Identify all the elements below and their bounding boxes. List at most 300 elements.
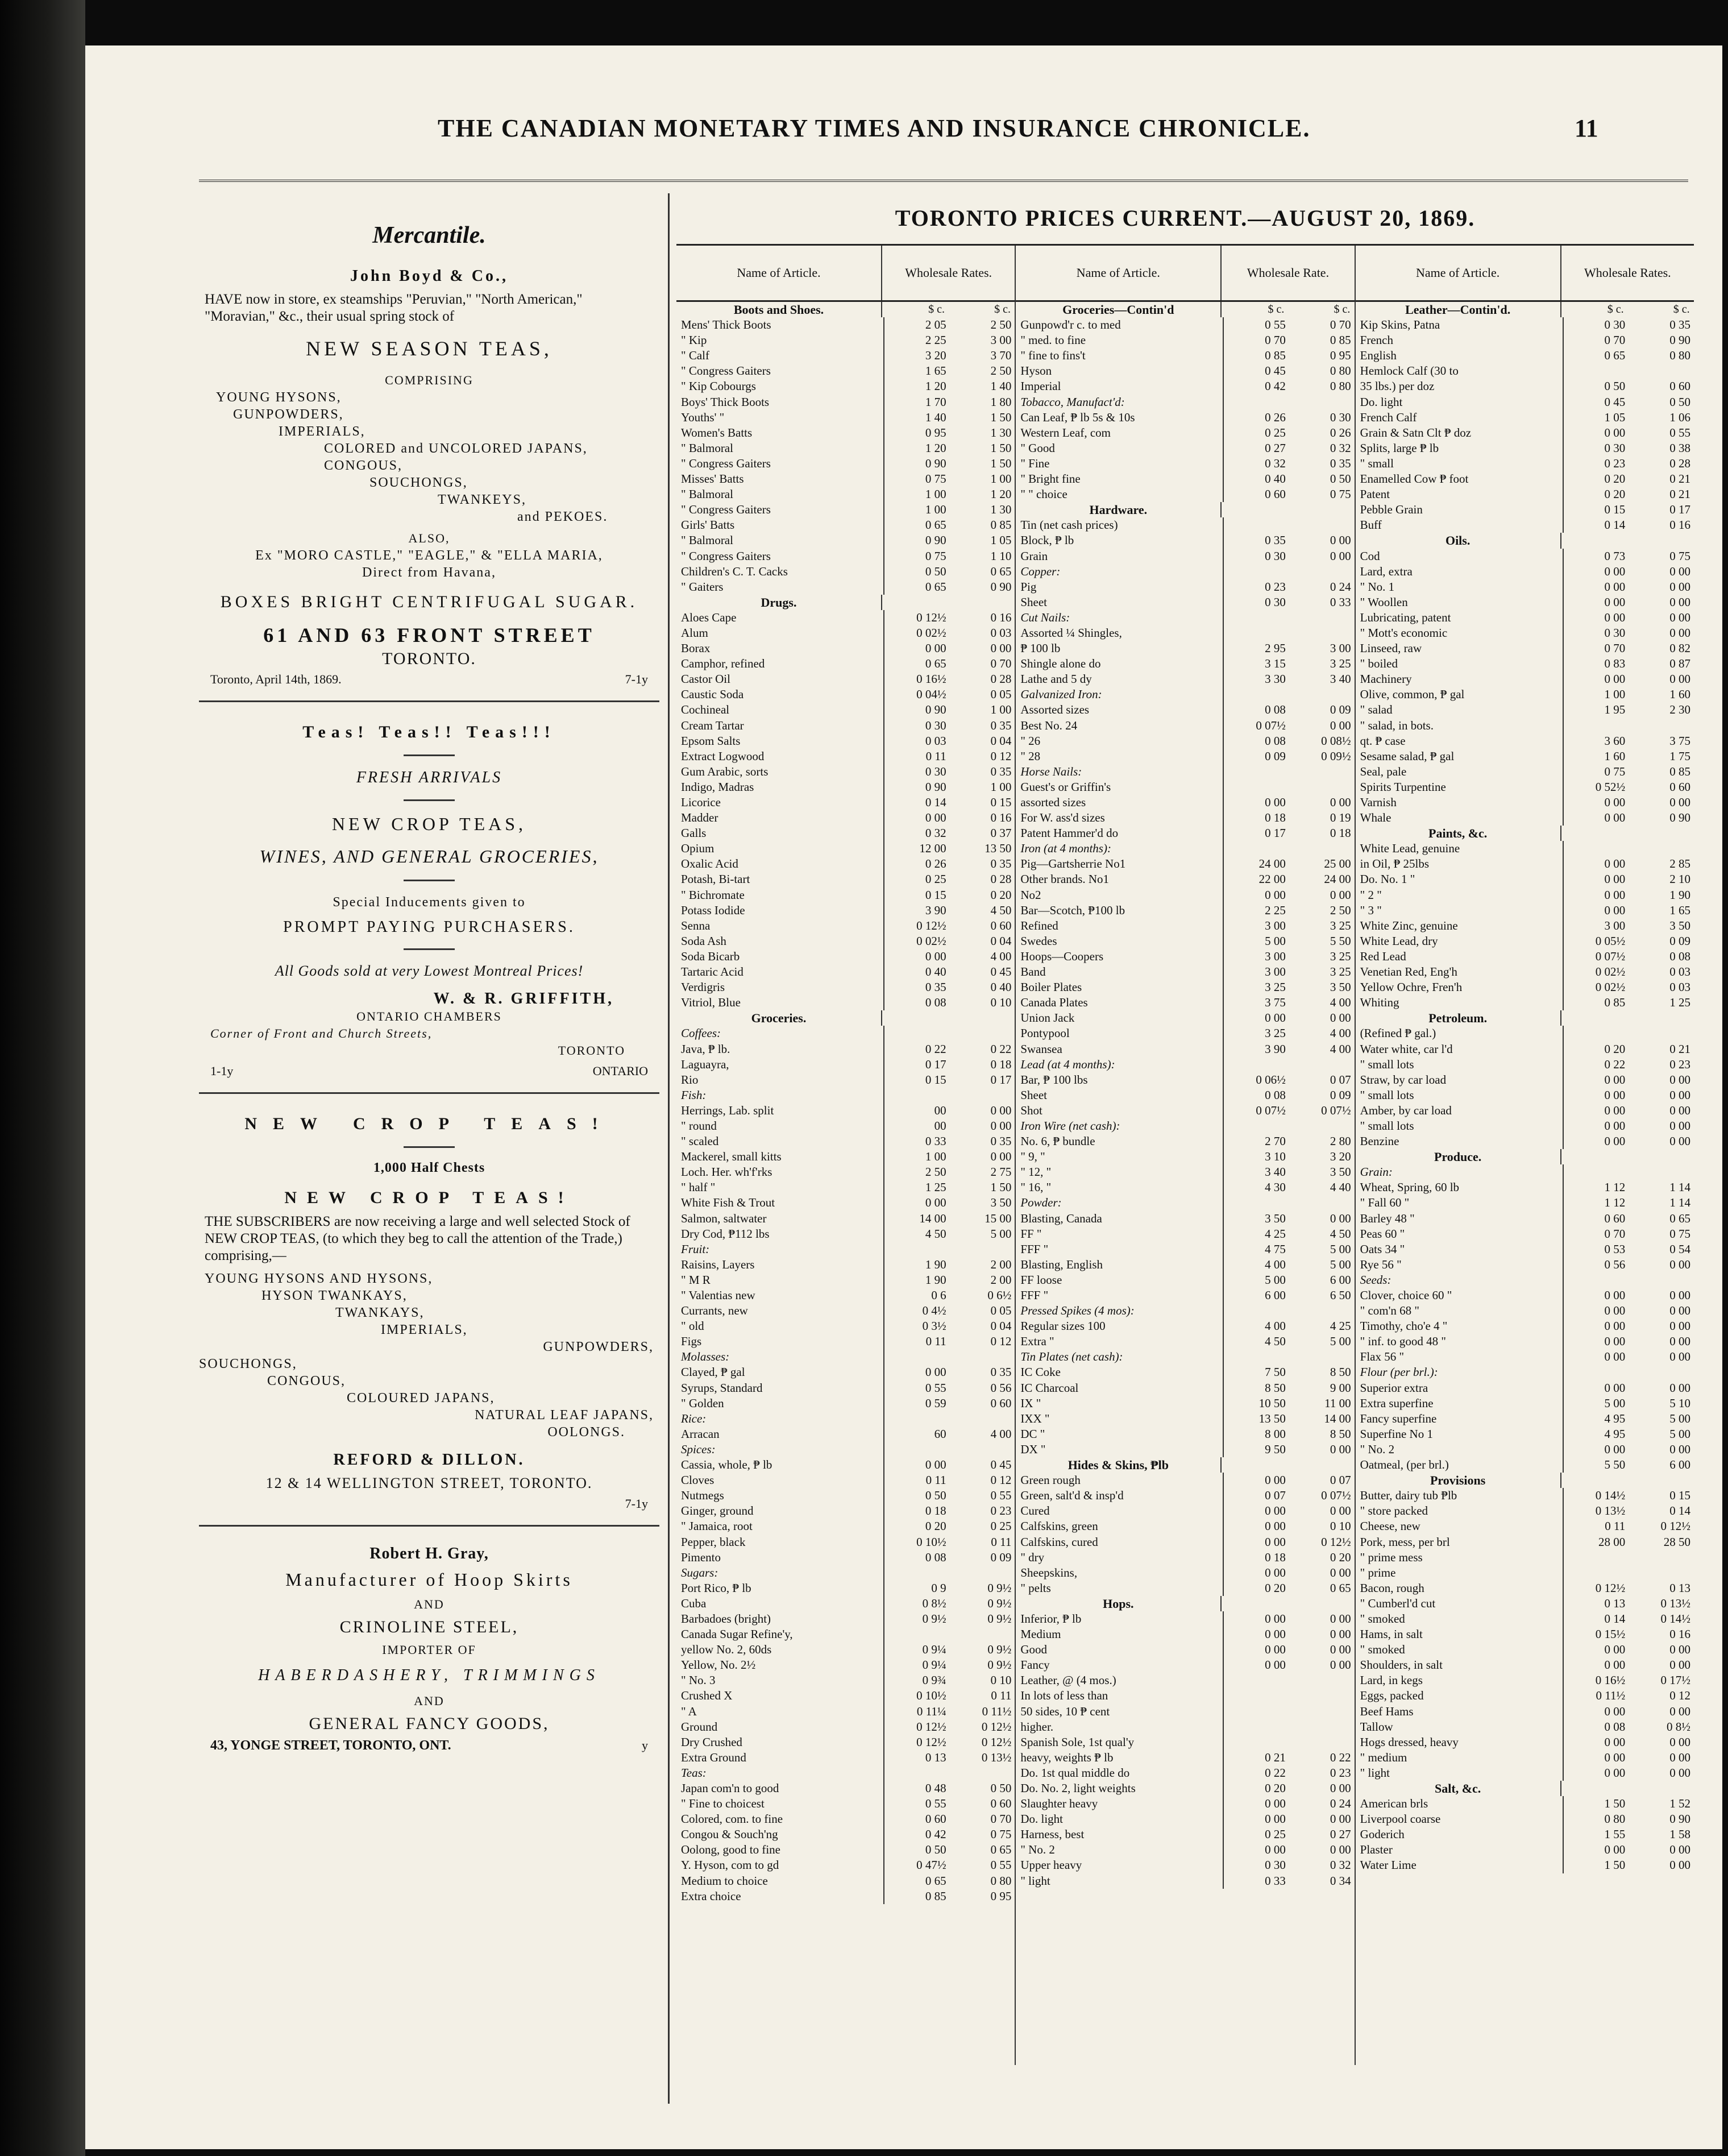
rate-high: 0 85	[1669, 764, 1690, 778]
rate-high: 0 60	[990, 1396, 1012, 1410]
article-name: Sesame salad, ₱ gal	[1356, 749, 1564, 764]
article-name: " A	[676, 1704, 884, 1719]
article-name: Fish:	[676, 1088, 884, 1103]
rate-low	[1564, 1272, 1629, 1288]
rate-high: 0 65	[990, 1843, 1012, 1857]
article-name: Galls	[676, 826, 884, 841]
price-row	[1016, 1257, 1354, 1272]
rate-high: 0 00	[1669, 564, 1690, 578]
ad-item: GUNPOWDERS,	[543, 1340, 654, 1354]
price-row	[1356, 456, 1694, 471]
article-name: Kip Skins, Patna	[1356, 317, 1564, 333]
article-name: Plaster	[1356, 1842, 1564, 1858]
ad-item: OOLONGS.	[547, 1425, 625, 1440]
price-row	[676, 1457, 1015, 1473]
article-name: " Congress Gaiters	[676, 549, 884, 564]
article-name: Madder	[676, 810, 884, 826]
article-name: Buff	[1356, 517, 1564, 533]
rate-high: 1 30	[990, 425, 1012, 440]
rate-low: 0 14	[1604, 1611, 1626, 1626]
rate-high: 0 12½	[981, 1719, 1012, 1734]
price-row	[1356, 1072, 1694, 1088]
rate-low: 0 00	[1604, 811, 1626, 825]
article-name: Boys' Thick Boots	[676, 395, 884, 410]
rate-low: 0 07½	[1256, 1103, 1286, 1117]
article-name: Salmon, saltwater	[676, 1211, 884, 1226]
article-name: Pig	[1016, 579, 1224, 595]
article-name: Horse Nails:	[1016, 764, 1224, 780]
rate-high: 3 50	[1669, 918, 1690, 932]
article-name: " medium	[1356, 1750, 1564, 1765]
article-name: Japan com'n to good	[676, 1781, 884, 1796]
rate-low: 0 23	[1604, 456, 1626, 470]
price-row	[1016, 1503, 1354, 1519]
rate-high: 8 50	[1330, 1427, 1351, 1441]
rate-high: 0 11½	[982, 1704, 1012, 1718]
price-row	[1016, 749, 1354, 764]
article-name: " 28	[1016, 749, 1224, 764]
price-row	[676, 1796, 1015, 1811]
price-row	[1016, 1072, 1354, 1088]
rate-low: 1 20	[925, 441, 946, 455]
article-name: " Balmoral	[676, 533, 884, 548]
price-row	[676, 1257, 1015, 1272]
article-name: Grain:	[1356, 1164, 1564, 1180]
price-row	[1356, 1858, 1694, 1873]
article-name: Machinery	[1356, 671, 1564, 687]
rate-high: 0 09½	[1321, 749, 1351, 763]
rate-low: 0 11½	[1596, 1689, 1626, 1703]
article-name: " 12, "	[1016, 1164, 1224, 1180]
price-row	[1016, 1134, 1354, 1149]
price-row	[1356, 1149, 1694, 1164]
price-row	[676, 718, 1015, 733]
rate-low: 3 90	[925, 903, 946, 917]
article-name: Lard, in kegs	[1356, 1673, 1564, 1688]
rate-high: 0 37	[990, 826, 1012, 840]
price-row	[1016, 795, 1354, 810]
ad-address: 43, YONGE STREET, TORONTO, ONT.	[210, 1738, 451, 1753]
article-name: Women's Batts	[676, 425, 884, 441]
article-name: " salad, in bots.	[1356, 718, 1564, 733]
article-name: Licorice	[676, 795, 884, 810]
rate-high: 2 50	[990, 318, 1012, 332]
rate-high: 0 10	[990, 996, 1012, 1010]
rate-high	[1289, 687, 1355, 702]
col-name-header: Name of Article.	[676, 246, 882, 300]
rate-high: 0 11	[991, 1689, 1012, 1703]
price-row	[676, 1195, 1015, 1210]
ad-item: NATURAL LEAF JAPANS,	[475, 1408, 654, 1423]
rate-high: 1 65	[1669, 903, 1690, 917]
price-row	[1356, 1688, 1694, 1703]
rate-low: 5 00	[1265, 934, 1286, 948]
rate-high: 0 28	[990, 672, 1012, 686]
ad-text: COMPRISING	[385, 373, 473, 387]
article-name: White Fish & Trout	[676, 1195, 884, 1210]
rate-low: 1 00	[925, 1150, 946, 1164]
rate-high: 0 9½	[987, 1596, 1012, 1610]
rate-high: 3 25	[1330, 965, 1351, 979]
rate-high: 2 80	[1330, 1134, 1351, 1149]
rate-low	[1224, 1735, 1289, 1750]
rate-high: 0 45	[990, 1458, 1012, 1472]
article-name: Cochineal	[676, 702, 884, 718]
article-name: French Calf	[1356, 410, 1564, 425]
article-name: " 16, "	[1016, 1180, 1224, 1195]
price-row	[676, 1811, 1015, 1827]
price-row	[1016, 441, 1354, 456]
rate-high: 0 65	[990, 564, 1012, 578]
article-name: " 3 "	[1356, 903, 1564, 918]
ad-footer	[199, 672, 659, 687]
price-row	[1016, 1811, 1354, 1827]
article-name: Flour (per brl.):	[1356, 1365, 1564, 1380]
price-row	[1016, 1010, 1354, 1026]
article-name: Green rough	[1016, 1473, 1224, 1488]
rate-high: 3 50	[990, 1196, 1012, 1210]
price-row	[1356, 1719, 1694, 1735]
rate-low: 0 9	[931, 1581, 946, 1595]
rate-high	[1629, 1164, 1694, 1180]
price-row	[676, 1103, 1015, 1118]
rate-high: 3 75	[1669, 733, 1690, 748]
price-row	[676, 317, 1015, 333]
price-row	[1016, 425, 1354, 441]
price-row	[1356, 1442, 1694, 1457]
article-name: Fancy superfine	[1356, 1411, 1564, 1427]
ad-text: HABERDASHERY, TRIMMINGS	[258, 1666, 600, 1684]
rate-low: 0 00	[1604, 1334, 1626, 1349]
ad-item: COLOURED JAPANS,	[347, 1391, 495, 1405]
article-name: Refined	[1016, 918, 1224, 934]
article-name: Patent	[1356, 487, 1564, 502]
rate-low: 13 50	[1258, 1411, 1286, 1425]
price-row	[1016, 549, 1354, 564]
article-name: Clayed, ₱ gal	[676, 1365, 884, 1380]
rate-high: 1 20	[990, 487, 1012, 501]
rate-high: 0 13½	[981, 1750, 1012, 1764]
article-name: Paints, &c.	[1356, 826, 1561, 841]
rate-high: 1 80	[990, 395, 1012, 409]
rate-low: 0 00	[1604, 425, 1626, 440]
article-name: Leather—Contin'd.	[1356, 302, 1561, 317]
rate-low: 0 12½	[1595, 1581, 1626, 1595]
price-row	[676, 1842, 1015, 1858]
rate-high: 5 50	[1330, 934, 1351, 948]
price-row	[676, 641, 1015, 656]
rate-high: 24 00	[1324, 872, 1351, 886]
rate-high: 0 87	[1669, 657, 1690, 671]
rate-high: 0 00	[1669, 795, 1690, 809]
price-row	[1356, 1026, 1694, 1041]
rate-low: 0 59	[925, 1396, 946, 1410]
price-row	[1356, 1488, 1694, 1503]
rate-high: 2 00	[990, 1257, 1012, 1271]
price-row	[676, 1072, 1015, 1088]
rate-low: 6 00	[1265, 1288, 1286, 1302]
article-name: Hardware.	[1016, 502, 1222, 517]
rate-high: 0 07	[1330, 1072, 1351, 1087]
article-name: Ground	[676, 1719, 884, 1735]
price-row	[1356, 1088, 1694, 1103]
rate-low: 0 13½	[1595, 1504, 1626, 1518]
article-name: Laguayra,	[676, 1057, 884, 1072]
rate-low: 0 00	[1604, 1843, 1626, 1857]
rate-low: 0 05½	[1595, 934, 1626, 948]
price-row	[676, 1611, 1015, 1627]
rate-high: 0 16	[990, 811, 1012, 825]
rate-low: 0 35	[1265, 533, 1286, 548]
rate-high: 1 90	[1669, 888, 1690, 902]
rate-low: 0 90	[925, 456, 946, 470]
rate-high: 0 70	[1330, 318, 1351, 332]
price-row	[676, 487, 1015, 502]
rate-low: 0 08	[1265, 1088, 1286, 1102]
rate-low	[1224, 395, 1289, 410]
ad-text: CRINOLINE STEEL,	[339, 1618, 519, 1636]
ad-john-boyd	[199, 249, 659, 702]
article-name: Mackerel, small kitts	[676, 1149, 884, 1164]
rate-high: 0 00	[1669, 1858, 1690, 1872]
price-row	[676, 395, 1015, 410]
rate-low: 0 08	[1265, 703, 1286, 717]
rate-low: 1 50	[1604, 1858, 1626, 1872]
article-name: Can Leaf, ₱ lb 5s & 10s	[1016, 410, 1224, 425]
rate-high	[950, 1349, 1015, 1365]
rate-low	[1224, 517, 1289, 533]
article-name: Sheet	[1016, 595, 1224, 610]
rate-low	[1224, 1303, 1289, 1319]
rate-low: $ c.	[1268, 303, 1285, 316]
article-name: " Fine	[1016, 456, 1224, 471]
rate-high: 4 50	[990, 903, 1012, 917]
article-name: Good	[1016, 1642, 1224, 1657]
rate-low: 0 80	[1604, 1812, 1626, 1826]
price-row	[676, 764, 1015, 780]
article-name: Oats 34 "	[1356, 1242, 1564, 1257]
rate-high: 0 09	[1330, 1088, 1351, 1102]
price-row	[1356, 302, 1694, 317]
price-row	[676, 1211, 1015, 1226]
rate-high: 6 00	[1330, 1272, 1351, 1287]
rate-low: 0 00	[1604, 579, 1626, 594]
ad-item: and PEKOES.	[517, 509, 608, 524]
rate-high: 0 00	[1669, 1118, 1690, 1133]
ad-firm-name: REFORD & DILLON.	[333, 1451, 525, 1469]
rate-high	[1627, 1010, 1693, 1026]
rate-high: 0 60	[1669, 379, 1690, 393]
rate-high	[1629, 1550, 1694, 1565]
rate-low: 0 20	[1604, 487, 1626, 501]
article-name: Verdigris	[676, 980, 884, 995]
rate-low: 5 50	[1604, 1458, 1626, 1472]
price-row	[676, 1288, 1015, 1303]
rate-high: 1 14	[1669, 1180, 1690, 1195]
price-row	[1356, 579, 1694, 595]
rate-low: 0 15	[1604, 503, 1626, 517]
price-row	[676, 1057, 1015, 1072]
rate-high	[1287, 502, 1353, 517]
rate-high: 0 00	[1330, 888, 1351, 902]
price-row	[676, 1765, 1015, 1781]
article-name: Coffees:	[676, 1026, 884, 1041]
price-row	[1016, 1657, 1354, 1673]
price-row	[1356, 1226, 1694, 1242]
rate-high: 6 00	[1669, 1458, 1690, 1472]
rate-high: 0 80	[990, 1873, 1012, 1888]
article-name: " pelts	[1016, 1581, 1224, 1596]
article-name: Do. No. 2, light weights	[1016, 1781, 1224, 1796]
article-name: Aloes Cape	[676, 610, 884, 625]
rate-high	[1289, 1673, 1355, 1688]
price-row	[1356, 1796, 1694, 1811]
rate-high: 1 05	[990, 533, 1012, 548]
rate-high: 0 00	[1669, 1442, 1690, 1456]
article-name: Spanish Sole, 1st qual'y	[1016, 1735, 1224, 1750]
price-row	[1016, 317, 1354, 333]
rate-low	[1224, 1673, 1289, 1688]
price-row	[1016, 1688, 1354, 1703]
prices-title: TORONTO PRICES CURRENT.—AUGUST 20, 1869.	[895, 205, 1476, 231]
rate-low: 1 12	[1604, 1196, 1626, 1210]
price-row	[676, 1334, 1015, 1349]
rate-high	[950, 1088, 1015, 1103]
rate-low: 0 09	[1265, 749, 1286, 763]
article-name: Blasting, English	[1016, 1257, 1224, 1272]
article-name: Straw, by car load	[1356, 1072, 1564, 1088]
rate-low: 0 50	[1604, 379, 1626, 393]
rate-high: 0 22	[990, 1042, 1012, 1056]
rate-low: 0 65	[925, 1873, 946, 1888]
article-name: " Fine to choicest	[676, 1796, 884, 1811]
price-row	[1016, 610, 1354, 625]
rate-low: 0 02½	[1595, 965, 1626, 979]
price-row	[1356, 733, 1694, 749]
rate-high: 2 85	[1669, 857, 1690, 871]
ad-headline: NEW CROP TEAS,	[331, 814, 527, 834]
rate-high: 0 00	[1330, 1843, 1351, 1857]
article-name: Hemlock Calf (30 to	[1356, 363, 1564, 379]
price-row	[1016, 487, 1354, 502]
article-name: Water Lime	[1356, 1858, 1564, 1873]
rate-low	[1224, 687, 1289, 702]
price-row	[676, 795, 1015, 810]
article-name: Cut Nails:	[1016, 610, 1224, 625]
article-name: Inferior, ₱ lb	[1016, 1611, 1224, 1627]
rate-high: 0 09	[990, 1550, 1012, 1564]
article-name: " small lots	[1356, 1088, 1564, 1103]
ad-code: 1-1y	[210, 1064, 234, 1078]
rate-low: 0 00	[1604, 857, 1626, 871]
rate-low: 0 73	[1604, 549, 1626, 563]
rate-low: 0 00	[1265, 888, 1286, 902]
rate-low: 0 25	[925, 872, 946, 886]
article-name: " No. 1	[1356, 579, 1564, 595]
article-name: " No. 2	[1356, 1442, 1564, 1457]
rate-low	[1224, 1118, 1289, 1134]
article-name: " No. 3	[676, 1673, 884, 1688]
rate-high: 0 90	[1669, 811, 1690, 825]
ad-item: TWANKAYS,	[335, 1305, 425, 1320]
ad-text: AND	[414, 1694, 445, 1708]
rate-high: 0 04	[990, 934, 1012, 948]
price-row	[676, 656, 1015, 671]
price-row	[1016, 1796, 1354, 1811]
rate-high: 13 50	[985, 841, 1012, 856]
rate-low: 0 8½	[922, 1596, 946, 1610]
price-row	[676, 379, 1015, 394]
article-name: Superior extra	[1356, 1380, 1564, 1396]
rate-low: 0 30	[1265, 1858, 1286, 1872]
rate-high: 15 00	[985, 1211, 1012, 1225]
article-name: " Congress Gaiters	[676, 456, 884, 471]
rate-low	[1564, 1550, 1629, 1565]
rate-high: 2 50	[990, 364, 1012, 378]
rate-low: 0 15	[925, 1072, 946, 1087]
price-row	[676, 363, 1015, 379]
rate-high: 0 65	[1330, 1581, 1351, 1595]
col-rate-header: Wholesale Rate.	[1247, 266, 1330, 280]
rate-high: 0 38	[1669, 441, 1690, 455]
rate-high: 14 00	[1324, 1411, 1351, 1425]
rate-high: 0 00	[990, 1118, 1012, 1133]
price-row	[676, 980, 1015, 995]
rate-low: 0 6	[931, 1288, 946, 1302]
price-row	[676, 1303, 1015, 1319]
price-row	[676, 1503, 1015, 1519]
rate-high: 0 30	[1330, 410, 1351, 424]
price-row	[1356, 487, 1694, 502]
rate-low	[884, 1242, 950, 1257]
rate-low: 0 00	[1604, 1643, 1626, 1657]
article-name: " " choice	[1016, 487, 1224, 502]
article-name: Flax 56 "	[1356, 1349, 1564, 1365]
rate-low	[1224, 1349, 1289, 1365]
price-row	[1016, 764, 1354, 780]
rate-high: 0 95	[990, 1889, 1012, 1903]
article-name: Do. No. 1 "	[1356, 872, 1564, 887]
rate-low: 1 95	[1604, 703, 1626, 717]
ad-text: ONTARIO CHAMBERS	[356, 1009, 502, 1023]
rate-high	[1289, 517, 1355, 533]
rate-low	[1561, 533, 1627, 548]
price-row	[1016, 656, 1354, 671]
price-row	[1016, 1118, 1354, 1134]
rate-high	[1289, 1118, 1355, 1134]
rate-high: 0 25	[990, 1519, 1012, 1533]
rate-high: 1 00	[990, 703, 1012, 717]
ad-firm-name: Robert H. Gray,	[369, 1545, 489, 1562]
rate-high	[950, 1442, 1015, 1457]
rate-low: 0 48	[925, 1781, 946, 1795]
rate-high: 4 25	[1330, 1319, 1351, 1333]
rate-low: 4 95	[1604, 1427, 1626, 1441]
price-row	[1356, 502, 1694, 517]
ad-text: All Goods sold at very Lowest Montreal Prices!	[275, 963, 584, 979]
rate-low: 0 70	[1604, 1226, 1626, 1241]
rate-low: 28 00	[1598, 1535, 1626, 1549]
price-row	[1016, 1488, 1354, 1503]
rate-low: 3 00	[1604, 918, 1626, 932]
rate-low: 0 12½	[916, 1735, 946, 1749]
price-row	[676, 749, 1015, 764]
price-row	[1356, 533, 1694, 548]
rate-low: 0 56	[1604, 1257, 1626, 1271]
rate-high: 0 75	[1330, 487, 1351, 501]
rate-high: 25 00	[1324, 857, 1351, 871]
rate-high	[950, 1627, 1015, 1642]
